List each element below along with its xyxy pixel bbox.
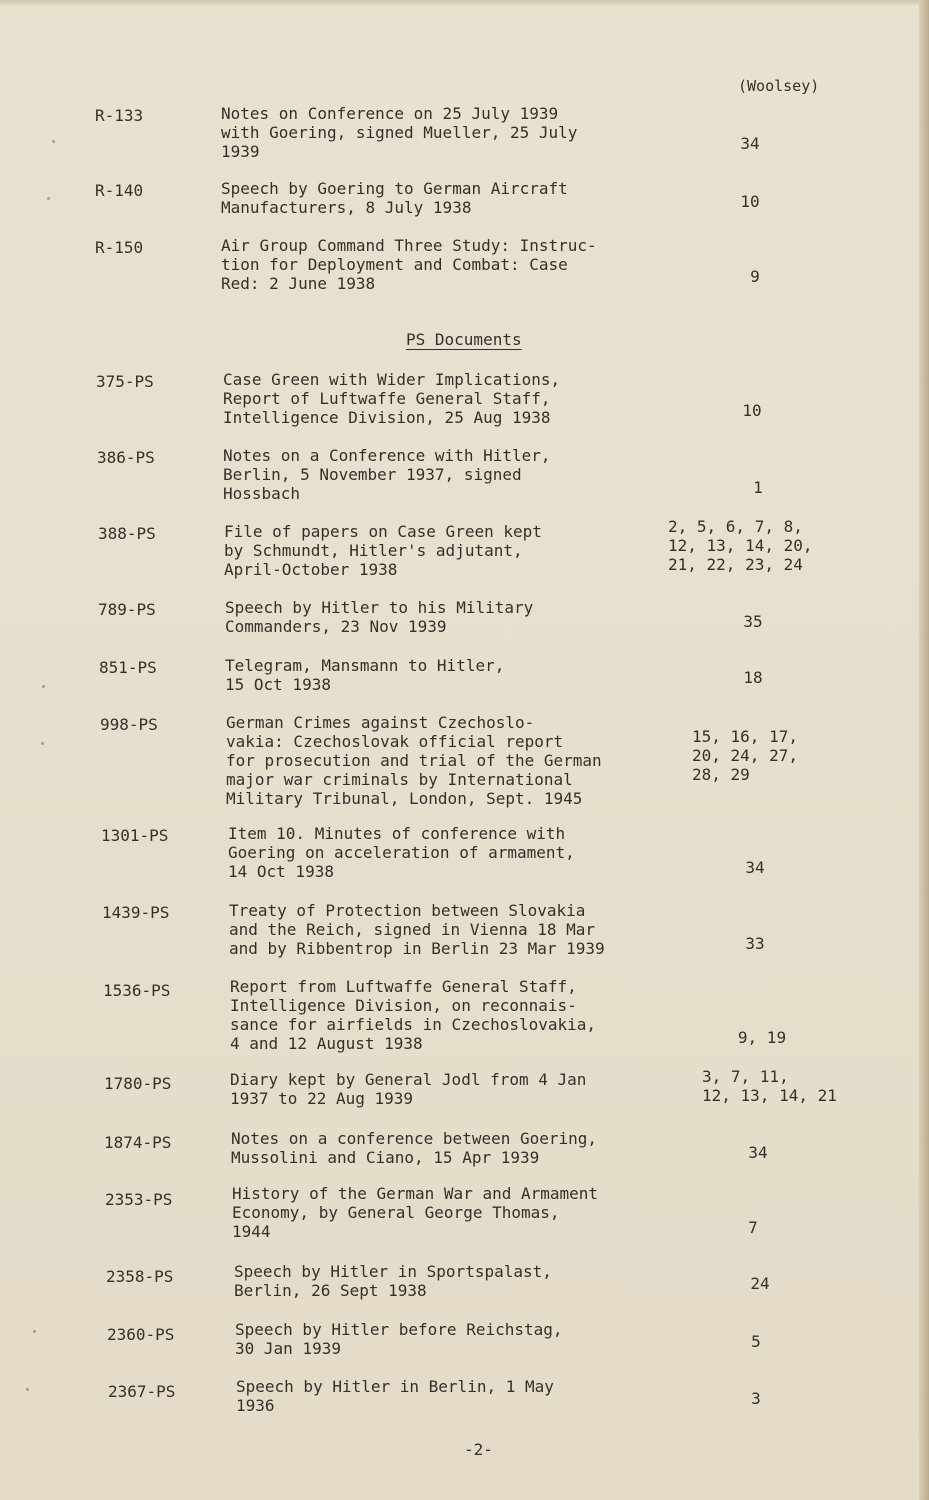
page-references: 18	[743, 668, 763, 687]
page-references: 35	[743, 612, 763, 631]
document-description: Speech by Hitler in Berlin, 1 May 1936	[236, 1377, 554, 1415]
paper-speck	[42, 685, 45, 688]
document-id: 851-PS	[99, 658, 157, 677]
document-description: Speech by Goering to German Aircraft Manufacturers, 8 July 1938	[221, 179, 568, 217]
page-references: 24	[750, 1274, 770, 1293]
section-heading: PS Documents	[406, 330, 522, 349]
page-references: 34	[740, 134, 760, 153]
document-description: Air Group Command Three Study: Instruc- tion for Deployment and Combat: Case Red: 2 June 1938	[221, 236, 597, 293]
page-references: 10	[742, 401, 762, 420]
document-id: 386-PS	[97, 448, 155, 467]
document-id: 998-PS	[100, 715, 158, 734]
paper-speck	[33, 1330, 36, 1333]
paper-speck	[26, 1388, 29, 1391]
document-id: 1536-PS	[103, 981, 171, 1000]
document-description: Case Green with Wider Implications, Report of Luftwaffe General Staff, Intelligence Division, 25 Aug 1938	[223, 370, 561, 427]
document-description: Report from Luftwaffe General Staff, Intelligence Division, on reconnais- sance for airfields in Czechoslovakia, 4 and 12 August 1938	[230, 977, 597, 1053]
document-id: 1780-PS	[104, 1074, 172, 1093]
paper-speck	[52, 140, 55, 143]
page-references: 34	[748, 1143, 768, 1162]
document-id: R-133	[95, 106, 144, 125]
page-references: 2, 5, 6, 7, 8, 12, 13, 14, 20, 21, 22, 23, 24	[668, 517, 813, 574]
document-id: R-150	[95, 238, 144, 257]
document-description: German Crimes against Czechoslo- vakia: Czechoslovak official report for prosecution and trial of the German major war criminals by International Military Tribunal, London, Sept. 1945	[226, 713, 602, 808]
page-references: 33	[745, 934, 765, 953]
page-references: 3	[751, 1389, 761, 1408]
page-references: 34	[745, 858, 765, 877]
page-top-edge	[0, 0, 929, 6]
document-description: Telegram, Mansmann to Hitler, 15 Oct 1938	[225, 656, 505, 694]
document-id: 1439-PS	[102, 903, 170, 922]
page-number: -2-	[464, 1440, 493, 1459]
document-id: 1301-PS	[101, 826, 169, 845]
document-id: 789-PS	[98, 600, 156, 619]
paper-speck	[47, 197, 50, 200]
document-description: Speech by Hitler to his Military Commanders, 23 Nov 1939	[225, 598, 534, 636]
document-description: Speech by Hitler in Sportspalast, Berlin, 26 Sept 1938	[234, 1262, 552, 1300]
document-id: 388-PS	[98, 524, 156, 543]
document-id: 2360-PS	[107, 1325, 175, 1344]
page-references: 15, 16, 17, 20, 24, 27, 28, 29	[692, 727, 798, 784]
page-references: 5	[751, 1332, 761, 1351]
document-description: History of the German War and Armament Economy, by General George Thomas, 1944	[232, 1184, 599, 1241]
page-right-edge	[919, 0, 929, 1500]
page-references: 1	[753, 478, 763, 497]
document-id: 1874-PS	[104, 1133, 172, 1152]
document-description: Notes on a Conference with Hitler, Berlin, 5 November 1937, signed Hossbach	[223, 446, 551, 503]
document-id: 375-PS	[96, 372, 154, 391]
document-id: 2367-PS	[108, 1382, 176, 1401]
document-description: Item 10. Minutes of conference with Goering on acceleration of armament, 14 Oct 1938	[228, 824, 575, 881]
page-references: 3, 7, 11, 12, 13, 14, 21	[702, 1067, 837, 1105]
page-references: 10	[740, 192, 760, 211]
paper-speck	[41, 742, 44, 745]
document-description: Speech by Hitler before Reichstag, 30 Jan 1939	[235, 1320, 563, 1358]
page-references: 9, 19	[737, 1028, 787, 1047]
page-references: 7	[748, 1218, 758, 1237]
document-id: R-140	[95, 181, 144, 200]
document-description: Notes on a conference between Goering, Mussolini and Ciano, 15 Apr 1939	[231, 1129, 598, 1167]
document-description: Treaty of Protection between Slovakia and the Reich, signed in Vienna 18 Mar and by Ribbentrop in Berlin 23 Mar 1939	[229, 901, 605, 958]
document-description: Diary kept by General Jodl from 4 Jan 1937 to 22 Aug 1939	[230, 1070, 587, 1108]
author-note: (Woolsey)	[738, 77, 820, 95]
document-description: File of papers on Case Green kept by Schmundt, Hitler's adjutant, April-October 1938	[224, 522, 542, 579]
page-references: 9	[750, 267, 760, 286]
document-description: Notes on Conference on 25 July 1939 with Goering, signed Mueller, 25 July 1939	[221, 104, 578, 161]
document-id: 2358-PS	[106, 1267, 174, 1286]
document-id: 2353-PS	[105, 1190, 173, 1209]
